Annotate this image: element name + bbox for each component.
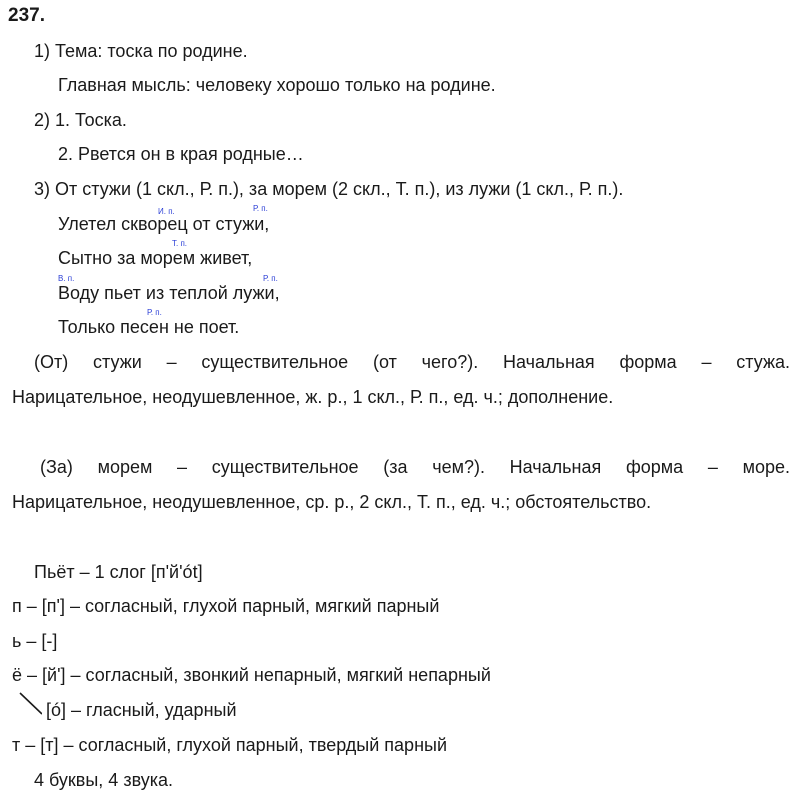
poem-annotation-tp: Т. п. (172, 239, 187, 248)
phonetic-o: [ó] – гласный, ударный (46, 700, 237, 720)
split-line-icon (12, 690, 42, 720)
phonetic-t: т – [т] – согласный, глухой парный, твердый парный (12, 735, 447, 755)
phonetic-p: п – [п'] – согласный, глухой парный, мягкий парный (12, 596, 440, 616)
analysis-more-line-1: (За) морем – существительное (за чем?). Начальная форма – море. (40, 457, 790, 477)
analysis-stuzha-line-1: (От) стужи – существительное (от чего?). Начальная форма – стужа. (34, 352, 790, 372)
theme-line: 1) Тема: тоска по родине. (34, 41, 248, 61)
main-idea-line: Главная мысль: человеку хорошо только на родине. (58, 75, 496, 95)
case-summary-line: 3) От стужи (1 скл., Р. п.), за морем (2 скл., Т. п.), из лужи (1 скл., Р. п.). (34, 179, 624, 199)
title-option-2: 2. Рвется он в края родные… (58, 144, 304, 164)
poem-line-2: Сытно за морем живет, (58, 248, 253, 268)
phonetic-soft-sign: ь – [-] (12, 631, 58, 651)
poem-annotation-ip: И. п. (158, 207, 175, 216)
title-option-1: 2) 1. Тоска. (34, 110, 127, 130)
exercise-number: 237. (8, 5, 45, 26)
poem-annotation-rp3: Р. п. (147, 308, 162, 317)
poem-annotation-rp1: Р. п. (253, 204, 268, 213)
phonetic-yo: ё – [й'] – согласный, звонкий непарный, мягкий непарный (12, 665, 491, 685)
analysis-stuzha-line-2: Нарицательное, неодушевленное, ж. р., 1 скл., Р. п., ед. ч.; дополнение. (12, 387, 614, 407)
poem-line-3: Воду пьет из теплой лужи, (58, 283, 280, 303)
poem-annotation-rp2: Р. п. (263, 274, 278, 283)
analysis-more-line-2: Нарицательное, неодушевленное, ср. р., 2 скл., Т. п., ед. ч.; обстоятельство. (12, 492, 652, 512)
poem-annotation-vp: В. п. (58, 274, 75, 283)
poem-line-4: Только песен не поет. (58, 317, 240, 337)
phonetic-heading: Пьёт – 1 слог [п'й'ót] (34, 562, 203, 582)
poem-line-1: Улетел скворец от стужи, (58, 214, 270, 234)
phonetic-total: 4 буквы, 4 звука. (34, 770, 174, 790)
